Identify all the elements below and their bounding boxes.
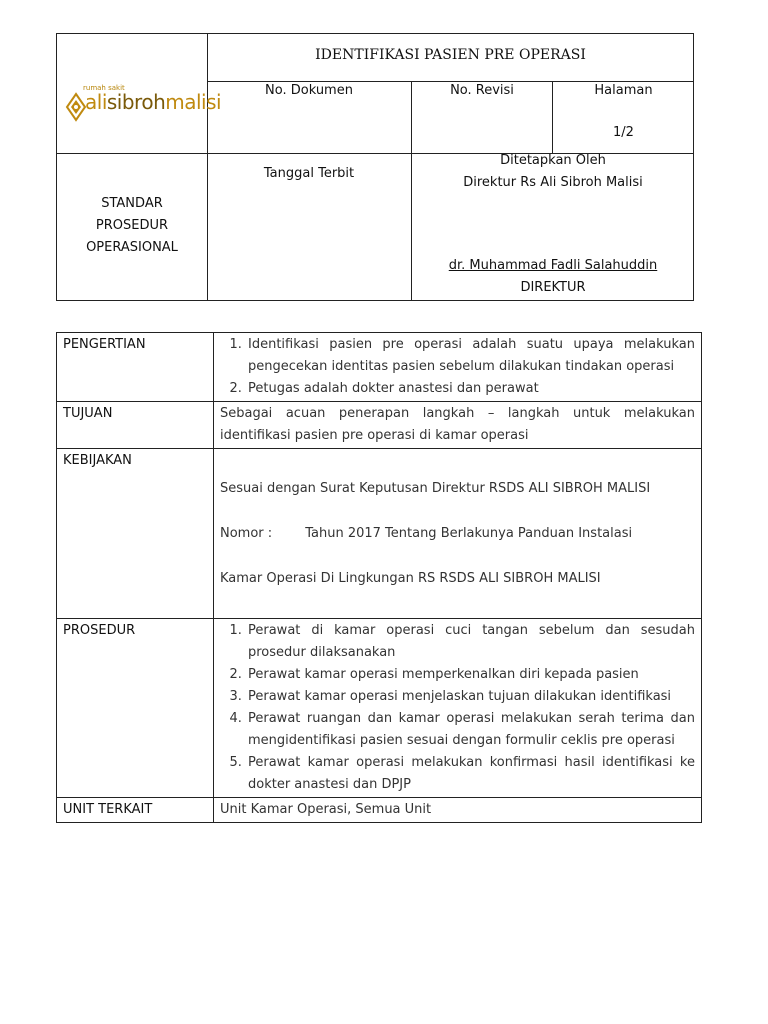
established-by: Ditetapkan Oleh	[500, 153, 606, 168]
logo-tagline: rumah sakit	[83, 84, 125, 92]
document-title: IDENTIFIKASI PASIEN PRE OPERASI	[315, 47, 586, 63]
page-label: Halaman	[594, 83, 653, 98]
divider	[207, 81, 694, 82]
signer-title: DIREKTUR	[520, 280, 586, 295]
row-value: Sebagai acuan penerapan langkah – langkah untuk melakukan identifikasi pasien pre operasi di kamar operasi	[214, 402, 702, 449]
list-item: 3. Perawat kamar operasi menjelaskan tujuan dilakukan identifikasi	[246, 686, 695, 708]
ornament-icon	[65, 92, 87, 122]
logo-word-ali: ali	[85, 90, 107, 114]
row-value	[214, 333, 702, 402]
row-value	[214, 619, 702, 798]
page-value: 1/2	[613, 125, 634, 140]
list-item: 2. Petugas adalah dokter anastesi dan perawat	[246, 378, 695, 400]
procedure-list	[220, 620, 695, 796]
row-label: PENGERTIAN	[57, 333, 214, 402]
logo-word-malisi: malisi	[165, 90, 222, 114]
signer-name: dr. Muhammad Fadli Salahuddin	[448, 258, 658, 273]
table-row	[57, 333, 702, 402]
list-item: 4. Perawat ruangan dan kamar operasi melakukan serah terima dan mengidentifikasi pasien sesuai dengan formulir ceklis pre operasi	[246, 708, 695, 752]
row-value: Unit Kamar Operasi, Semua Unit	[214, 798, 702, 823]
sop-line: OPERASIONAL	[86, 240, 178, 255]
sop-line: STANDAR	[101, 196, 163, 211]
established-role: Direktur Rs Ali Sibroh Malisi	[463, 175, 643, 190]
revision-label: No. Revisi	[450, 83, 514, 98]
definition-list	[220, 334, 695, 400]
list-item: 1. Identifikasi pasien pre operasi adalah suatu upaya melakukan pengecekan identitas pasien sebelum dilakukan tindakan operasi	[246, 334, 695, 378]
list-item: 2. Perawat kamar operasi memperkenalkan diri kepada pasien	[246, 664, 695, 686]
row-label: TUJUAN	[57, 402, 214, 449]
issue-date-label: Tanggal Terbit	[263, 166, 355, 181]
list-item: 5. Perawat kamar operasi melakukan konfirmasi hasil identifikasi ke dokter anastesi dan DPJP	[246, 752, 695, 796]
row-label: KEBIJAKAN	[57, 449, 214, 619]
sop-line: PROSEDUR	[95, 218, 169, 233]
policy-line: Sesuai dengan Surat Keputusan Direktur RSDS ALI SIBROH MALISI	[220, 481, 651, 496]
logo-word-sibroh: sibroh	[106, 90, 166, 114]
table-row	[57, 619, 702, 798]
table-row	[57, 798, 702, 823]
row-label: PROSEDUR	[57, 619, 214, 798]
hospital-logo	[65, 84, 222, 128]
sop-title	[57, 193, 207, 259]
table-row	[57, 402, 702, 449]
table-row	[57, 449, 702, 619]
policy-line: Nomor : Tahun 2017 Tentang Berlakunya Panduan Instalasi	[220, 526, 633, 541]
logo-cell	[57, 34, 222, 153]
logo-wordmark	[85, 90, 221, 114]
row-value	[214, 449, 702, 619]
doc-number-label: No. Dokumen	[265, 83, 353, 98]
list-item: 1. Perawat di kamar operasi cuci tangan sebelum dan sesudah prosedur dilaksanakan	[246, 620, 695, 664]
procedure-table	[56, 332, 702, 823]
row-label: UNIT TERKAIT	[57, 798, 214, 823]
policy-line: Kamar Operasi Di Lingkungan RS RSDS ALI SIBROH MALISI	[220, 571, 601, 586]
document-header	[56, 33, 694, 301]
